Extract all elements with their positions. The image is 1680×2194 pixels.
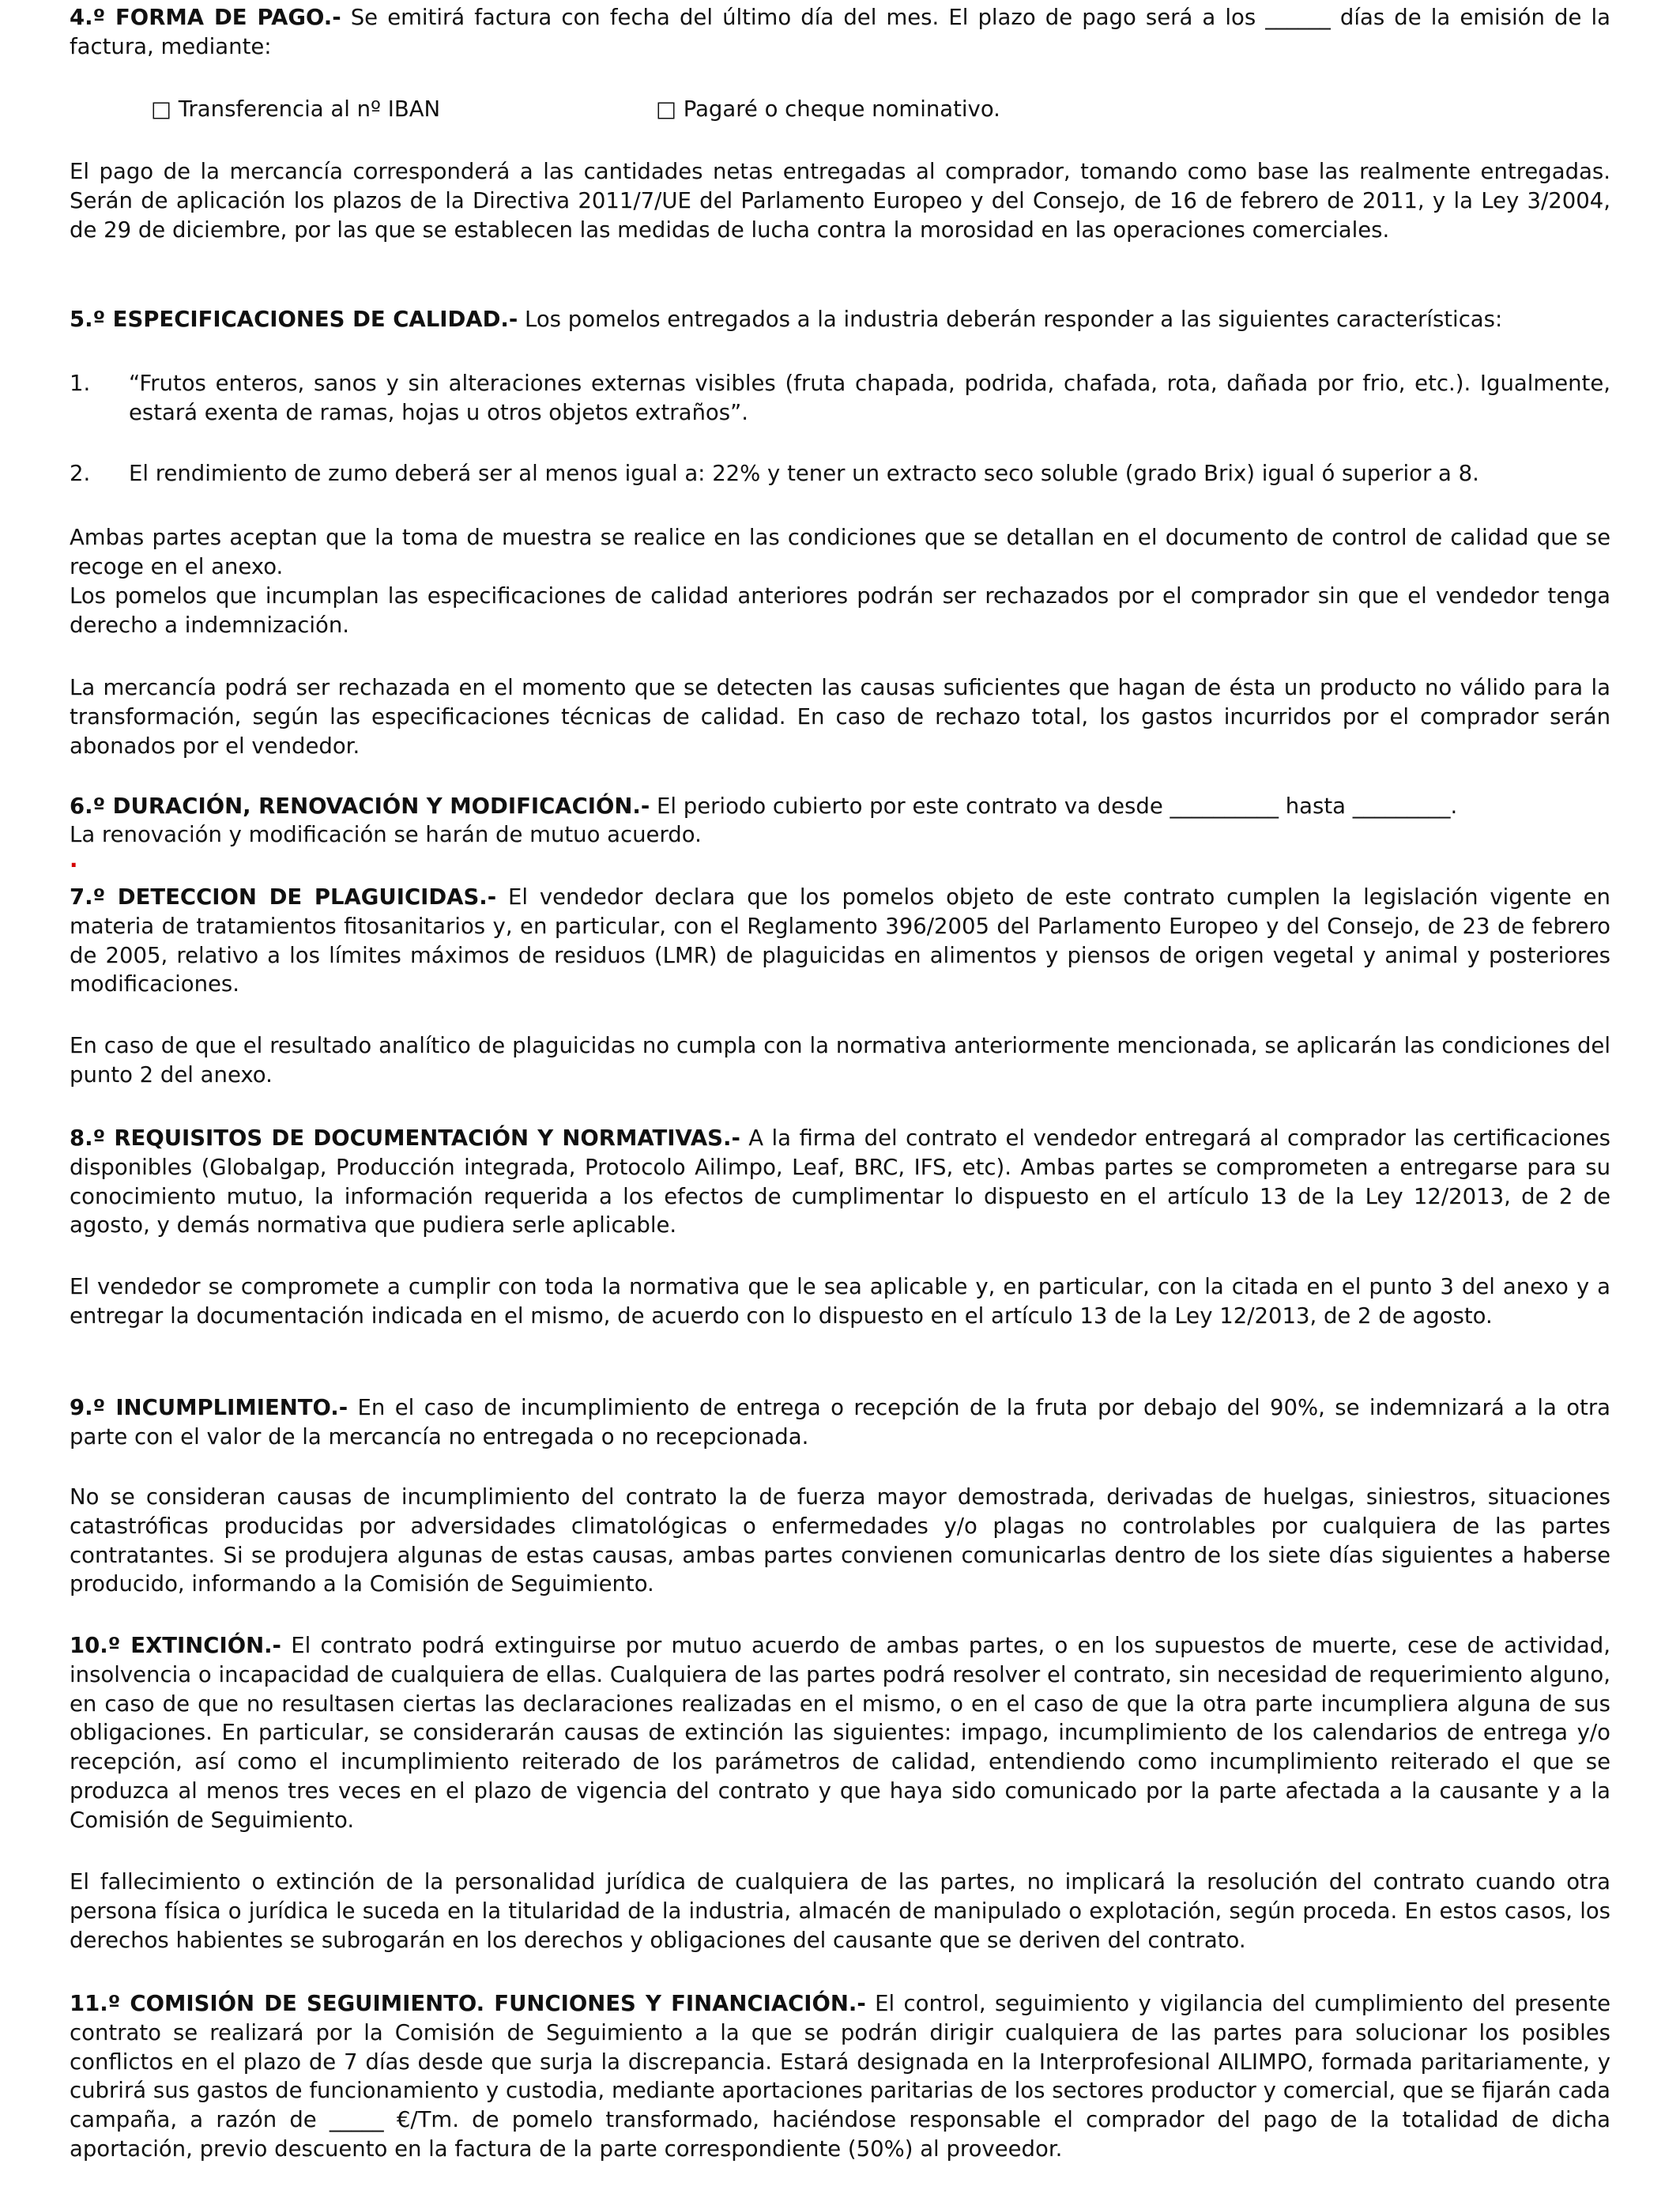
list-item-text: “Frutos enteros, sanos y sin alteraciones externas visibles (fruta chapada, podrida, chafada, rota, dañada por frio, etc.). Igualmente, estará exenta de ramas, hojas u otros objetos extraños”. <box>129 371 1610 425</box>
section-7-heading: 7.º DETECCION DE PLAGUICIDAS.- <box>70 884 497 910</box>
section-5-heading: 5.º ESPECIFICACIONES DE CALIDAD.- <box>70 307 518 332</box>
section-10-paragraph <box>70 1631 1610 1835</box>
section-11-text: El control, seguimiento y vigilancia del cumplimiento del presente contrato se realizará por la Comisión de Seguimiento a la que se podrán dirigir cualquiera de las partes para solucionar los posibles conflictos en el plazo de 7 días desde que surja la discrepancia. Estará designada en la Interprofesional AILIMPO, formada paritariamente, y cubrirá sus gastos de funcionamiento y custodia, mediante aportaciones paritarias de los sectores productor y comercial, que se fijarán cada campaña, a razón de _____ €/Tm. de pomelo transformado, haciéndose responsable el comprador del pago de la totalidad de dicha aportación, previo descuento en la factura de la parte correspondiente (50%) al proveedor. <box>70 1991 1610 2162</box>
option-transferencia: □ Transferencia al nº IBAN <box>151 96 441 122</box>
section-5-sampling-paragraph: Ambas partes aceptan que la toma de muestra se realice en las condiciones que se detallan en el documento de control de calidad que se recoge en el anexo. <box>70 525 1610 579</box>
section-10-succession-paragraph: El fallecimiento o extinción de la personalidad jurídica de cualquiera de las partes, no implicará la resolución del contrato cuando otra persona física o jurídica le suceda en la titularidad de la industria, almacén de manipulado o explotación, según proceda. En estos casos, los derechos habientes se subrogarán en los derechos y obligaciones del causante que se deriven del contrato. <box>70 1869 1610 1953</box>
section-10-text: El contrato podrá extinguirse por mutuo acuerdo de ambas partes, o en los supuestos de muerte, cese de actividad, insolvencia o incapacidad de cualquiera de ellas. Cualquiera de las partes podrá resolver el contrato, sin necesidad de requerimiento alguno, en caso de que no resultasen ciertas las declaraciones realizadas en el mismo, o en el caso de que la otra parte incumpliera alguna de sus obligaciones. En particular, se considerarán causas de extinción las siguientes: impago, incumplimiento de los calendarios de entrega y/o recepción, así como el incumplimiento reiterado de los parámetros de calidad, entendiendo como incumplimiento reiterado el que se produzca al menos tres veces en el plazo de vigencia del contrato y que haya sido comunicado por la parte afectada a la causante y a la Comisión de Seguimiento. <box>70 1633 1610 1833</box>
section-4-heading: 4.º FORMA DE PAGO.- <box>70 5 341 30</box>
red-marker: . <box>70 847 78 873</box>
section-9-text: En el caso de incumplimiento de entrega o recepción de la fruta por debajo del 90%, se indemnizará a la otra parte con el valor de la mercancía no entregada o no recepcionada. <box>70 1395 1610 1449</box>
list-item-number: 1. <box>70 371 91 396</box>
section-4-payment-paragraph: El pago de la mercancía corresponderá a las cantidades netas entregadas al comprador, tomando como base las realmente entregadas. Serán de aplicación los plazos de la Directiva 2011/7/UE del Parlamento Europeo y del Consejo, de 16 de febrero de 2011, y la Ley 3/2004, de 29 de diciembre, por las que se establecen las medidas de lucha contra la morosidad en las operaciones comerciales. <box>70 159 1610 243</box>
list-item <box>70 369 1610 428</box>
section-5-rejection-paragraph: Los pomelos que incumplan las especificaciones de calidad anteriores podrán ser rechazados por el comprador sin que el vendedor tenga derecho a indemnización. <box>70 583 1610 638</box>
section-10-heading: 10.º EXTINCIÓN.- <box>70 1633 281 1658</box>
section-4-paragraph <box>70 3 1610 62</box>
section-8-paragraph <box>70 1124 1610 1240</box>
section-6-heading: 6.º DURACIÓN, RENOVACIÓN Y MODIFICACIÓN.- <box>70 794 650 819</box>
section-8-compliance-paragraph: El vendedor se compromete a cumplir con toda la normativa que le sea aplicable y, en particular, con la citada en el punto 3 del anexo y a entregar la documentación indicada en el mismo, de acuerdo con lo dispuesto en el artículo 13 de la Ley 12/2013, de 2 de agosto. <box>70 1274 1610 1329</box>
list-item-number: 2. <box>70 461 91 486</box>
section-8-heading: 8.º REQUISITOS DE DOCUMENTACIÓN Y NORMATIVAS.- <box>70 1125 740 1151</box>
list-item <box>70 459 1610 488</box>
section-6-renewal-line: La renovación y modificación se harán de mutuo acuerdo. <box>70 822 702 847</box>
section-7-text: El vendedor declara que los pomelos objeto de este contrato cumplen la legislación vigente en materia de tratamientos fitosanitarios y, en particular, con el Reglamento 396/2005 del Parlamento Europeo y del Consejo, de 23 de febrero de 2005, relativo a los límites máximos de residuos (LMR) de plaguicidas en alimentos y piensos de origen vegetal y animal y posteriores modificaciones. <box>70 884 1610 997</box>
section-6-paragraph <box>70 792 1610 821</box>
section-6-text: El periodo cubierto por este contrato va desde __________ hasta _________. <box>650 794 1458 819</box>
section-11-paragraph <box>70 1989 1610 2164</box>
section-9-paragraph <box>70 1393 1610 1452</box>
section-8-text: A la firma del contrato el vendedor entregará al comprador las certificaciones disponibles (Globalgap, Producción integrada, Protocolo Ailimpo, Leaf, BRC, IFS, etc). Ambas partes se comprometen a entregarse para su conocimiento mutuo, la información requerida a los efectos de cumplimentar lo dispuesto en el artículo 13 de la Ley 12/2013, de 2 de agosto, y demás normativa que pudiera serle aplicable. <box>70 1125 1610 1238</box>
section-11-heading: 11.º COMISIÓN DE SEGUIMIENTO. FUNCIONES Y FINANCIACIÓN.- <box>70 1991 866 2016</box>
section-5-text: Los pomelos entregados a la industria deberán responder a las siguientes características: <box>518 307 1503 332</box>
list-item-text: El rendimiento de zumo deberá ser al menos igual a: 22% y tener un extracto seco soluble (grado Brix) igual ó superior a 8. <box>129 461 1479 486</box>
section-9-heading: 9.º INCUMPLIMIENTO.- <box>70 1395 348 1420</box>
section-5-paragraph <box>70 305 1610 334</box>
section-7-analysis-paragraph: En caso de que el resultado analítico de plaguicidas no cumpla con la normativa anteriormente mencionada, se aplicarán las condiciones del punto 2 del anexo. <box>70 1033 1610 1088</box>
section-4-text: Se emitirá factura con fecha del último día del mes. El plazo de pago será a los ______ días de la emisión de la factura, mediante: <box>70 5 1610 59</box>
option-pagare: □ Pagaré o cheque nominativo. <box>656 96 1000 122</box>
section-5-rejection-costs-paragraph: La mercancía podrá ser rechazada en el momento que se detecten las causas suficientes que hagan de ésta un producto no válido para la transformación, según las especificaciones técnicas de calidad. En caso de rechazo total, los gastos incurridos por el comprador serán abonados por el vendedor. <box>70 675 1610 759</box>
section-9-force-majeure-paragraph: No se consideran causas de incumplimiento del contrato la de fuerza mayor demostrada, derivadas de huelgas, siniestros, situaciones catastróficas producidas por adversidades climatológicas o enfermedades y/o plagas no controlables por cualquiera de las partes contratantes. Si se produjera algunas de estas causas, ambas partes convienen comunicarlas dentro de los siete días siguientes a haberse producido, informando a la Comisión de Seguimiento. <box>70 1484 1610 1597</box>
section-7-paragraph <box>70 883 1610 999</box>
